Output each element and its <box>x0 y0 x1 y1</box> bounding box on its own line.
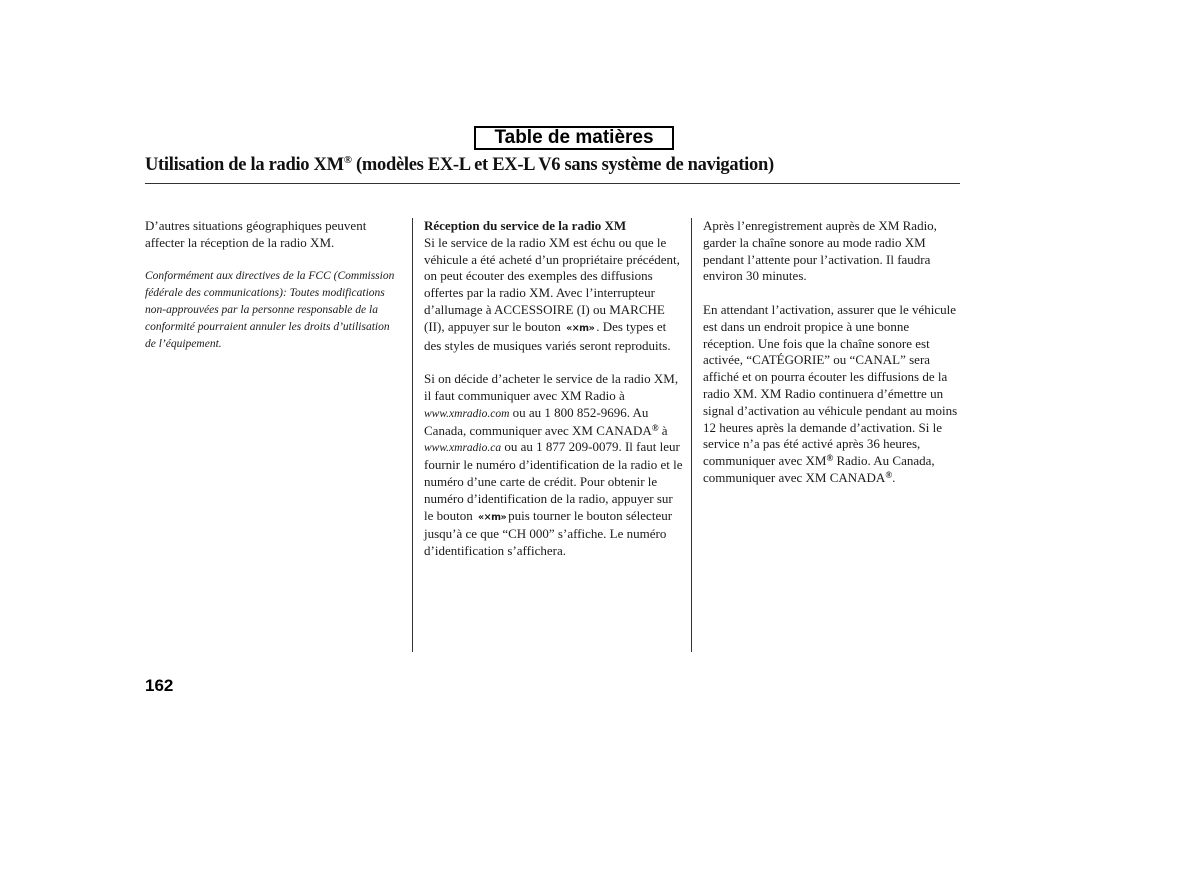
subscription-text-3: à <box>658 422 668 438</box>
sample-broadcast-text: Si le service de la radio XM est échu ou que le véhicule a été acheté d’un propriétaire précédent, on peut écouter des exemples des diffusions offertes par la radio XM. Avec l’interrupteur d’allumage à ACCESSOIRE (I) ou MARCHE (II), appuyer sur le bouton <box>424 234 680 334</box>
sample-broadcast-text-end: . Des types et des styles de musiques variés seront reproduits. <box>424 318 671 353</box>
fcc-note: Conformément aux directives de la FCC (Commission fédérale des communications): Toutes modifications non-approuvées par la personne responsable de la conformité pourraient annuler les droits d’utilisation de l’équipement. <box>145 270 395 350</box>
section-heading: Réception du service de la radio XM <box>424 218 627 233</box>
registered-mark: ® <box>885 469 893 480</box>
activation-wait-paragraph: Après l’enregistrement auprès de XM Radio, garder la chaîne sonore au mode radio XM pendant l’attente pour l’activation. Il faudra environ 30 minutes. <box>703 218 937 284</box>
reception-paragraph: D’autres situations géographiques peuvent affecter la réception de la radio XM. <box>145 218 367 250</box>
activation-text-2: Radio. Au Canada, communiquer avec XM CANADA <box>703 453 935 485</box>
page-title-main: Utilisation de la radio XM <box>145 155 344 175</box>
subscription-text-5: puis tourner le bouton sélecteur jusqu’à ce que “CH 000” s’affiche. Le numéro d’identification s’affichera. <box>424 507 673 559</box>
title-divider <box>145 183 960 184</box>
xm-us-url: www.xmradio.com <box>424 407 510 420</box>
subscription-text-2: ou au 1 800 852-9696. Au Canada, communiquer avec XM CANADA <box>424 404 652 438</box>
registered-mark: ® <box>343 154 352 166</box>
xm-canada-url: www.xmradio.ca <box>424 442 502 455</box>
registered-mark: ® <box>826 453 834 464</box>
activation-paragraph <box>703 302 963 487</box>
xm-button-icon: «×m» <box>478 511 507 523</box>
right-column <box>703 218 963 504</box>
xm-button-icon: «×m» <box>566 322 595 334</box>
column-divider-left <box>412 218 413 652</box>
registered-mark: ® <box>651 422 659 433</box>
subscription-text-4: ou au 1 877 209-0079. Il faut leur fournir le numéro d’identification de la radio et le numéro d’une carte de crédit. Pour obtenir le numéro d’identification de la radio, appuyer sur le bouton <box>424 439 683 523</box>
subscription-paragraph <box>424 371 684 560</box>
page-title <box>145 153 965 177</box>
page-title-rest: (modèles EX-L et EX-L V6 sans système de navigation) <box>351 155 774 175</box>
activation-text-3: . <box>892 469 896 485</box>
column-divider-right <box>691 218 692 652</box>
table-of-contents-button[interactable]: Table de matières <box>474 126 674 150</box>
middle-column <box>424 218 684 577</box>
page-number: 162 <box>145 676 174 695</box>
subscription-text-1: Si on décide d’acheter le service de la radio XM, il faut communiquer avec XM Radio à <box>424 371 679 403</box>
service-reception-section <box>424 218 684 354</box>
left-column <box>145 218 395 369</box>
activation-text-1: En attendant l’activation, assurer que le véhicule est dans un endroit propice à une bonne réception. Une fois que la chaîne sonore est activée, “CATÉGORIE” ou “CANAL” sera affiché et on pourra écouter les diffusions de la radio XM. XM Radio continuera d’émettre un signal d’activation au véhicule pendant au moins 12 heures après la demande d’activation. Si le service n’a pas été activé après 36 heures, communiquer avec XM <box>703 301 958 469</box>
